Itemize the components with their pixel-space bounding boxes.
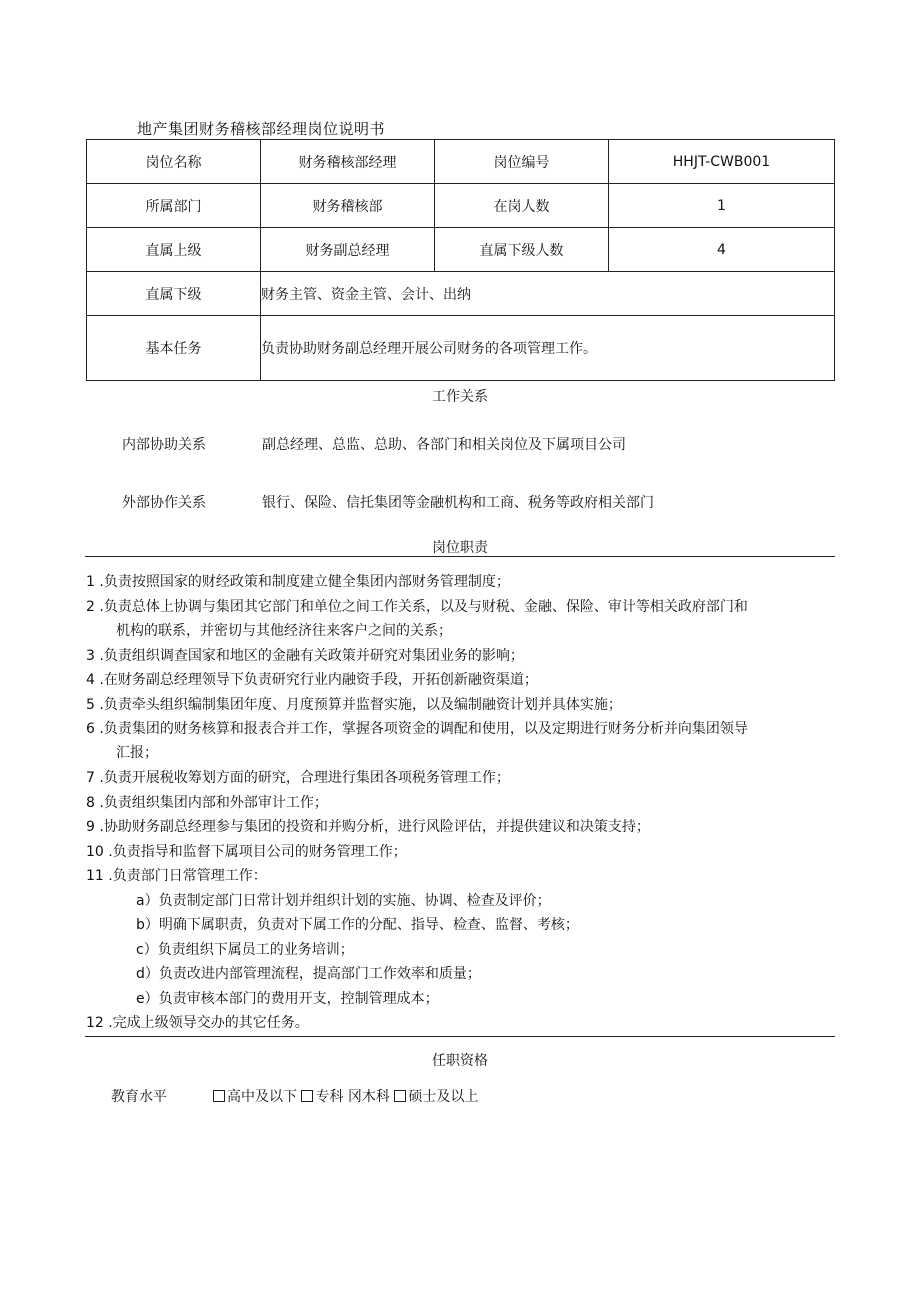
- basic-task-label: 基本任务: [87, 316, 261, 381]
- education-options: [213, 1086, 478, 1106]
- duty-sub-item: e）负责审核本部门的费用开支，控制管理成本；: [136, 991, 439, 1007]
- subordinate-count-value: 4: [609, 228, 835, 272]
- superior-label: 直属上级: [87, 228, 261, 272]
- education-label: 教育水平: [111, 1089, 167, 1105]
- duty-item: 5 .负责牵头组织编制集团年度、月度预算并监督实施，以及编制融资计划并具体实施；: [86, 697, 622, 713]
- duties-top-divider: [85, 556, 835, 557]
- duty-sub-item: c）负责组织下属员工的业务培训；: [136, 942, 354, 958]
- duty-item: 1 .负责按照国家的财经政策和制度建立健全集团内部财务管理制度；: [86, 574, 510, 590]
- duty-item: 7 .负责开展税收筹划方面的研究，合理进行集团各项税务管理工作；: [86, 770, 510, 786]
- basic-task-value: 负责协助财务副总经理开展公司财务的各项管理工作。: [261, 316, 835, 381]
- checkbox-icon: [213, 1090, 225, 1102]
- subordinate-count-label: 直属下级人数: [435, 228, 609, 272]
- external-relation-value: 银行、保险、信托集团等金融机构和工商、税务等政府相关部门: [262, 495, 654, 511]
- duty-sub-item: a）负责制定部门日常计划并组织计划的实施、协调、检查及评价；: [136, 893, 551, 909]
- duty-item: 8 .负责组织集团内部和外部审计工作；: [86, 795, 328, 811]
- duty-sub-item: b）明确下属职责，负责对下属工作的分配、指导、检查、监督、考核；: [136, 917, 579, 933]
- duty-item: 6 .负责集团的财务核算和报表合并工作，掌握各项资金的调配和使用，以及定期进行财务分析并向集团领导: [86, 721, 748, 737]
- position-code-label: 岗位编号: [435, 140, 609, 184]
- position-name-value: 财务稽核部经理: [261, 140, 435, 184]
- qualifications-title: 任职资格: [432, 1053, 488, 1069]
- position-name-label: 岗位名称: [87, 140, 261, 184]
- duty-item-continuation: 机构的联系，并密切与其他经济往来客户之间的关系；: [116, 623, 452, 639]
- duty-item: 11 .负责部门日常管理工作：: [86, 868, 267, 884]
- duty-item: 4 .在财务副总经理领导下负责研究行业内融资手段，开拓创新融资渠道；: [86, 672, 538, 688]
- duty-item: 9 .协助财务副总经理参与集团的投资和并购分析，进行风险评估，并提供建议和决策支持；: [86, 819, 650, 835]
- department-value: 财务稽核部: [261, 184, 435, 228]
- duty-sub-item: d）负责改进内部管理流程，提高部门工作效率和质量；: [136, 966, 481, 982]
- headcount-label: 在岗人数: [435, 184, 609, 228]
- duty-item: 3 .负责组织调查国家和地区的金融有关政策并研究对集团业务的影响；: [86, 648, 524, 664]
- education-option-checkbox[interactable]: 专科: [301, 1089, 343, 1105]
- education-option-checkbox[interactable]: 硕士及以上: [394, 1089, 478, 1105]
- internal-relation-label: 内部协助关系: [122, 437, 206, 453]
- checkbox-icon: [394, 1090, 406, 1102]
- duties-title: 岗位职责: [432, 540, 488, 556]
- duty-item: 2 .负责总体上协调与集团其它部门和单位之间工作关系，以及与财税、金融、保险、审计等相关政府部门和: [86, 599, 748, 615]
- subordinates-label: 直属下级: [87, 272, 261, 316]
- work-relations-title: 工作关系: [432, 389, 488, 405]
- headcount-value: 1: [609, 184, 835, 228]
- subordinates-value: 财务主管、资金主管、会计、出纳: [261, 272, 835, 316]
- external-relation-label: 外部协作关系: [122, 495, 206, 511]
- duty-item: 12 .完成上级领导交办的其它任务。: [86, 1015, 309, 1031]
- education-option-checkbox[interactable]: 高中及以下: [213, 1089, 297, 1105]
- checkbox-icon: [301, 1090, 313, 1102]
- document-title: 地产集团财务稽核部经理岗位说明书: [137, 120, 386, 138]
- department-label: 所属部门: [87, 184, 261, 228]
- position-code-value: HHJT-CWB001: [609, 140, 835, 184]
- duty-item-continuation: 汇报；: [116, 745, 158, 761]
- position-info-table: [86, 139, 835, 381]
- superior-value: 财务副总经理: [261, 228, 435, 272]
- duties-bottom-divider: [85, 1036, 835, 1037]
- duty-item: 10 .负责指导和监督下属项目公司的财务管理工作；: [86, 844, 407, 860]
- education-option-text: 冈木科: [347, 1089, 390, 1105]
- internal-relation-value: 副总经理、总监、总助、各部门和相关岗位及下属项目公司: [262, 437, 626, 453]
